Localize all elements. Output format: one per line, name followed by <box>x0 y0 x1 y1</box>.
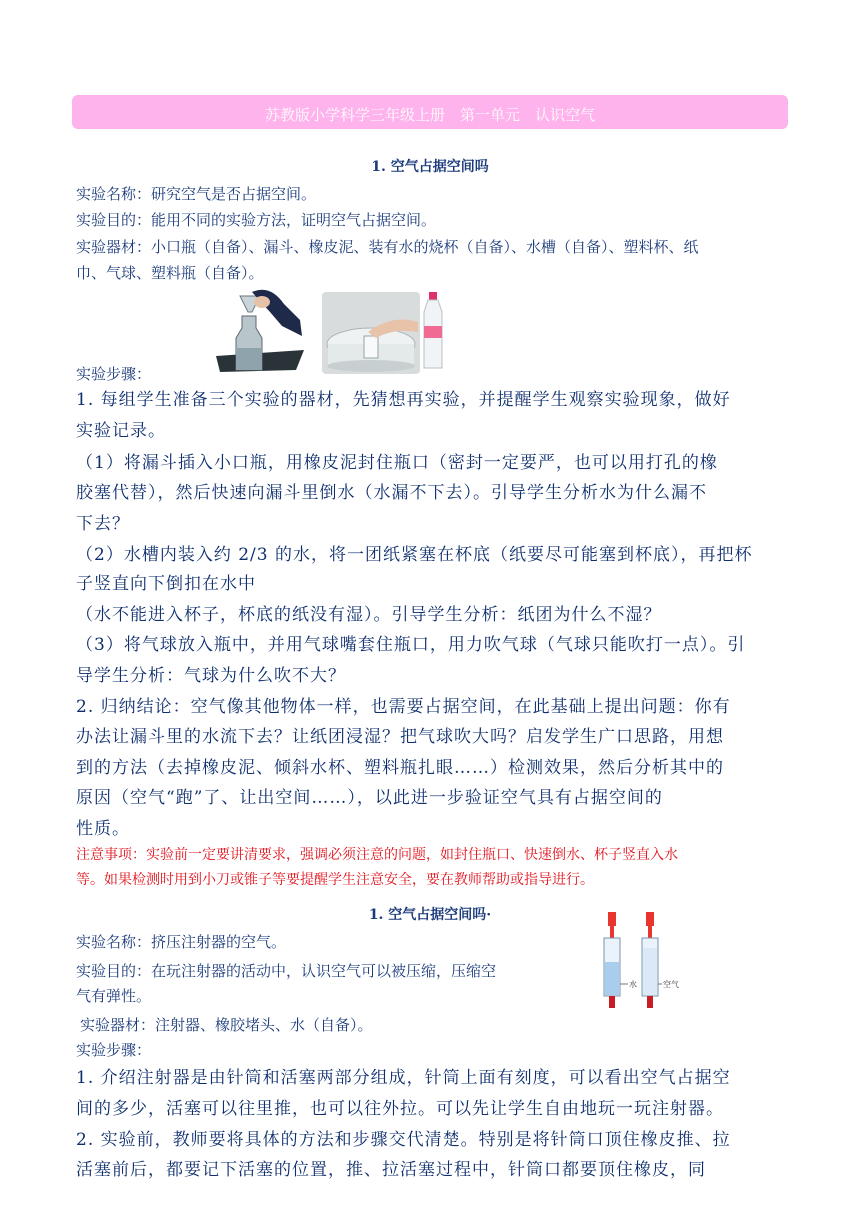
funnel-bottle-image <box>212 286 308 374</box>
section1-title: 1. 空气占据空间吗 <box>371 159 489 175</box>
sub2-line-b: 子竖直向下倒扣在水中 <box>76 574 256 594</box>
sub2-line-c: （水不能进入杯子，杯底的纸没有湿）。引导学生分析：纸团为什么不湿？ <box>76 605 662 625</box>
step1-line-b: 实验记录。 <box>76 421 166 441</box>
experiment-materials-1: 实验器材：小口瓶（自备）、漏斗、橡皮泥、装有水的烧杯（自备）、水槽（自备）、塑料杯、纸 <box>76 238 699 256</box>
experiment2-materials: 实验器材：注射器、橡胶堵头、水（自备）。 <box>80 1016 373 1034</box>
exp2-step2-line-a: 2. 实验前，教师要将具体的方法和步骤交代清楚。特别是将针筒口顶住橡皮推、拉 <box>76 1130 731 1150</box>
section2-title: 1. 空气占据空间吗· <box>368 907 492 923</box>
sub1-line-b: 胶塞代替），然后快速向漏斗里倒水（水漏不下去）。引导学生分析水为什么漏不 <box>76 483 707 503</box>
sub1-line-a: （1）将漏斗插入小口瓶，用橡皮泥封住瓶口（密封一定要严，也可以用打孔的橡 <box>76 453 718 473</box>
plastic-bottle-image <box>418 292 448 372</box>
experiment2-purpose-b: 气有弹性。 <box>76 987 152 1005</box>
sub3-line-a: （3）将气球放入瓶中，并用气球嘴套住瓶口，用力吹气球（气球只能吹打一点）。引 <box>76 635 746 655</box>
step1-line-a: 1. 每组学生准备三个实验的器材，先猜想再实验，并提醒学生观察实验现象，做好 <box>76 390 731 410</box>
note-line-b: 等。如果检测时用到小刀或锥子等要提醒学生注意安全，要在教师帮助或指导进行。 <box>76 872 594 888</box>
sub1-line-c: 下去？ <box>76 514 130 534</box>
steps-label: 实验步骤： <box>76 365 152 383</box>
experiment2-steps-label: 实验步骤： <box>76 1041 152 1059</box>
note-line-a: 注意事项：实验前一定要讲清要求，强调必须注意的问题，如封住瓶口、快速倒水、杯子竖直入水 <box>76 847 678 863</box>
syringe-air-label: 空气 <box>663 980 679 989</box>
exp2-step2-line-b: 活塞前后，都要记下活塞的位置，推、拉活塞过程中，针筒口都要顶住橡皮，同 <box>76 1160 706 1180</box>
conclusion-line-c: 到的方法（去掉橡皮泥、倾斜水杯、塑料瓶扎眼……）检测效果，然后分析其中的 <box>76 758 724 778</box>
conclusion-line-e: 性质。 <box>76 819 130 839</box>
conclusion-line-b: 办法让漏斗里的水流下去？让纸团浸湿？把气球吹大吗？启发学生广口思路，用想 <box>76 727 724 747</box>
conclusion-line-a: 2. 归纳结论：空气像其他物体一样，也需要占据空间，在此基础上提出问题：你有 <box>76 697 731 717</box>
water-tank-image <box>322 292 420 374</box>
experiment-materials-2: 巾、气球、塑料瓶（自备）。 <box>76 264 264 282</box>
experiment2-purpose-a: 实验目的：在玩注射器的活动中，认识空气可以被压缩，压缩空 <box>76 962 497 980</box>
experiment-name: 实验名称：研究空气是否占据空间。 <box>76 185 317 203</box>
syringe-water-label: 水 <box>629 980 637 989</box>
sub2-line-a: （2）水槽内装入约 2/3 的水，将一团纸紧塞在杯底（纸要尽可能塞到杯底），再把杯 <box>76 545 753 565</box>
header-banner: 苏教版小学科学三年级上册 第一单元 认识空气 <box>72 95 788 129</box>
syringes-image <box>598 908 682 1012</box>
exp2-step1-line-b: 间的多少，活塞可以往里推，也可以往外拉。可以先让学生自由地玩一玩注射器。 <box>76 1099 724 1119</box>
exp2-step1-line-a: 1. 介绍注射器是由针筒和活塞两部分组成，针筒上面有刻度，可以看出空气占据空 <box>76 1068 731 1088</box>
conclusion-line-d: 原因（空气“跑”了、让出空间……），以此进一步验证空气具有占据空间的 <box>76 788 663 808</box>
sub3-line-b: 导学生分析：气球为什么吹不大？ <box>76 666 346 686</box>
experiment2-name: 实验名称：挤压注射器的空气。 <box>76 933 287 951</box>
experiment-purpose: 实验目的：能用不同的实验方法，证明空气占据空间。 <box>76 211 437 229</box>
